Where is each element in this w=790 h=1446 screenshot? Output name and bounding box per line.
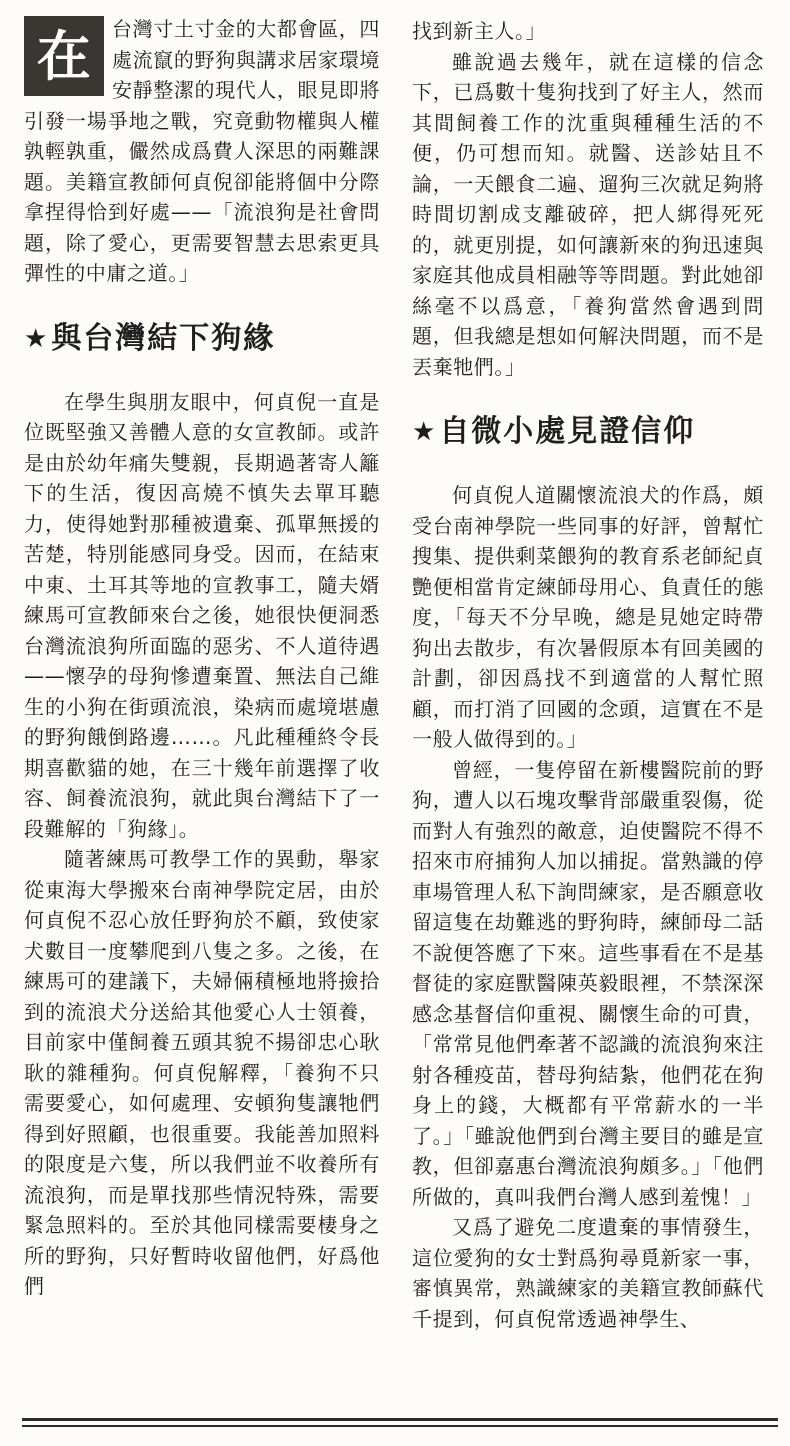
left-column	[24, 14, 380, 1302]
paragraph-7: 又爲了避免二度遺棄的事情發生，這位愛狗的女士對爲狗尋覓新家一事，審慎異常，熟識練家的美籍宣教師蘇代千提到，何貞倪常透過神學生、	[412, 1215, 764, 1331]
section-heading-1	[24, 319, 380, 359]
drop-cap: 在	[24, 16, 104, 96]
star-icon: ★	[24, 323, 50, 354]
section-heading-2	[412, 412, 764, 452]
right-column	[412, 16, 764, 1334]
star-icon: ★	[412, 417, 438, 447]
paragraph-4: 雖說過去幾年，就在這樣的信念下，已爲數十隻狗找到了好主人，然而其間飼養工作的沈重與種種生活的不便，仍可想而知。就醫、送診姑且不論，一天餵食二遍、遛狗三次就足夠將時間切割成支離破碎，把人綁得死死的，就更別提，如何讓新來的狗迅速與家庭其他成員相融等等問題。對此她卻絲毫不以爲意，「養狗當然會遇到問題，但我總是想如何解決問題，而不是丟棄牠們。」	[412, 49, 764, 379]
paragraph-3: 隨著練馬可教學工作的異動，舉家從東海大學搬來台南神學院定居，由於何貞倪不忍心放任野狗於不顧，致使家犬數目一度攀爬到八隻之多。之後，在練馬可的建議下，夫婦倆積極地將撿拾到的流浪犬分送給其他愛心人士領養，目前家中僅飼養五頭其貌不揚卻忠心耿耿的雜種狗。何貞倪解釋，「養狗不只需要愛心，如何處理、安頓狗隻讓牠們得到好照顧，也很重要。我能善加照料的限度是六隻，所以我們並不收養所有流浪狗，而是單找那些情況特殊，需要緊急照料的。至於其他同樣需要棲身之所的野狗，只好暫時收留他們，好爲他們	[24, 847, 380, 1298]
section-heading-2-text: 自微小處見證信仰	[439, 414, 696, 449]
paragraph-6: 曾經，一隻停留在新樓醫院前的野狗，遭人以石塊攻擊背部嚴重裂傷，從而對人有強烈的敵意，迫使醫院不得不招來市府捕狗人加以捕捉。當熟識的停車場管理人私下詢問練家，是否願意收留這隻在劫難逃的野狗時，練師母二話不說便答應了下來。這些事看在不是基督徒的家庭獸醫陳英毅眼裡，不禁深深感念基督信仰重視、關懷生命的可貴，「常常見他們牽著不認識的流浪狗來注射各種疫苗，替母狗結紮，他們花在狗身上的錢，大概都有平常薪水的一半了。」「雖說他們到台灣主要目的雖是宣教，但卻嘉惠台灣流浪狗頗多。」「他們所做的，真叫我們台灣人感到羞愧！」	[412, 757, 764, 1209]
paragraph-2: 在學生與朋友眼中，何貞倪一直是位既堅強又善體人意的女宣教師。或許是由於幼年痛失雙親，長期過著寄人籬下的生活，復因高燒不慎失去單耳聽力，使得她對那種被遺棄、孤單無援的苦楚，特別能感同身受。因而，在結束中東、土耳其等地的宣教事工，隨夫婿練馬可宣教師來台之後，她很快便洞悉台灣流浪狗所面臨的惡劣、不人道待遇——懷孕的母狗慘遭棄置、無法自己維生的小狗在街頭流浪，染病而處境堪慮的野狗餓倒路邊……。凡此種種終令長期喜歡貓的她，在三十幾年前選擇了收容、飼養流浪狗，就此與台灣結下了一段難解的「狗緣」。	[24, 389, 380, 841]
bottom-rule-thick	[22, 1418, 778, 1421]
paragraph-5: 何貞倪人道關懷流浪犬的作爲，頗受台南神學院一些同事的好評，曾幫忙搜集、提供剩菜餵狗的教育系老師紀貞艷便相當肯定練師母用心、負責任的態度，「每天不分早晚，總是見她定時帶狗出去散步，有次暑假原本有回美國的計劃，卻因爲找不到適當的人幫忙照顧，而打消了回國的念頭，這實在不是一般人做得到的。」	[412, 483, 764, 751]
bottom-rule-thin	[22, 1425, 778, 1427]
section-heading-1-text: 與台灣結下狗緣	[51, 320, 276, 356]
intro-paragraph	[24, 14, 380, 289]
intro-text: 台灣寸土寸金的大都會區，四處流竄的野狗與講求居家環境安靜整潔的現代人，眼見即將引發一場爭地之戰，究竟動物權與人權孰輕孰重，儼然成爲費人深思的兩難課題。美籍宣教師何貞倪卻能將個中分際拿捏得恰到好處——「流浪狗是社會問題，除了愛心，更需要智慧去思索更具彈性的中庸之道。」	[24, 17, 380, 285]
continuation-text: 找到新主人。」	[412, 19, 547, 43]
